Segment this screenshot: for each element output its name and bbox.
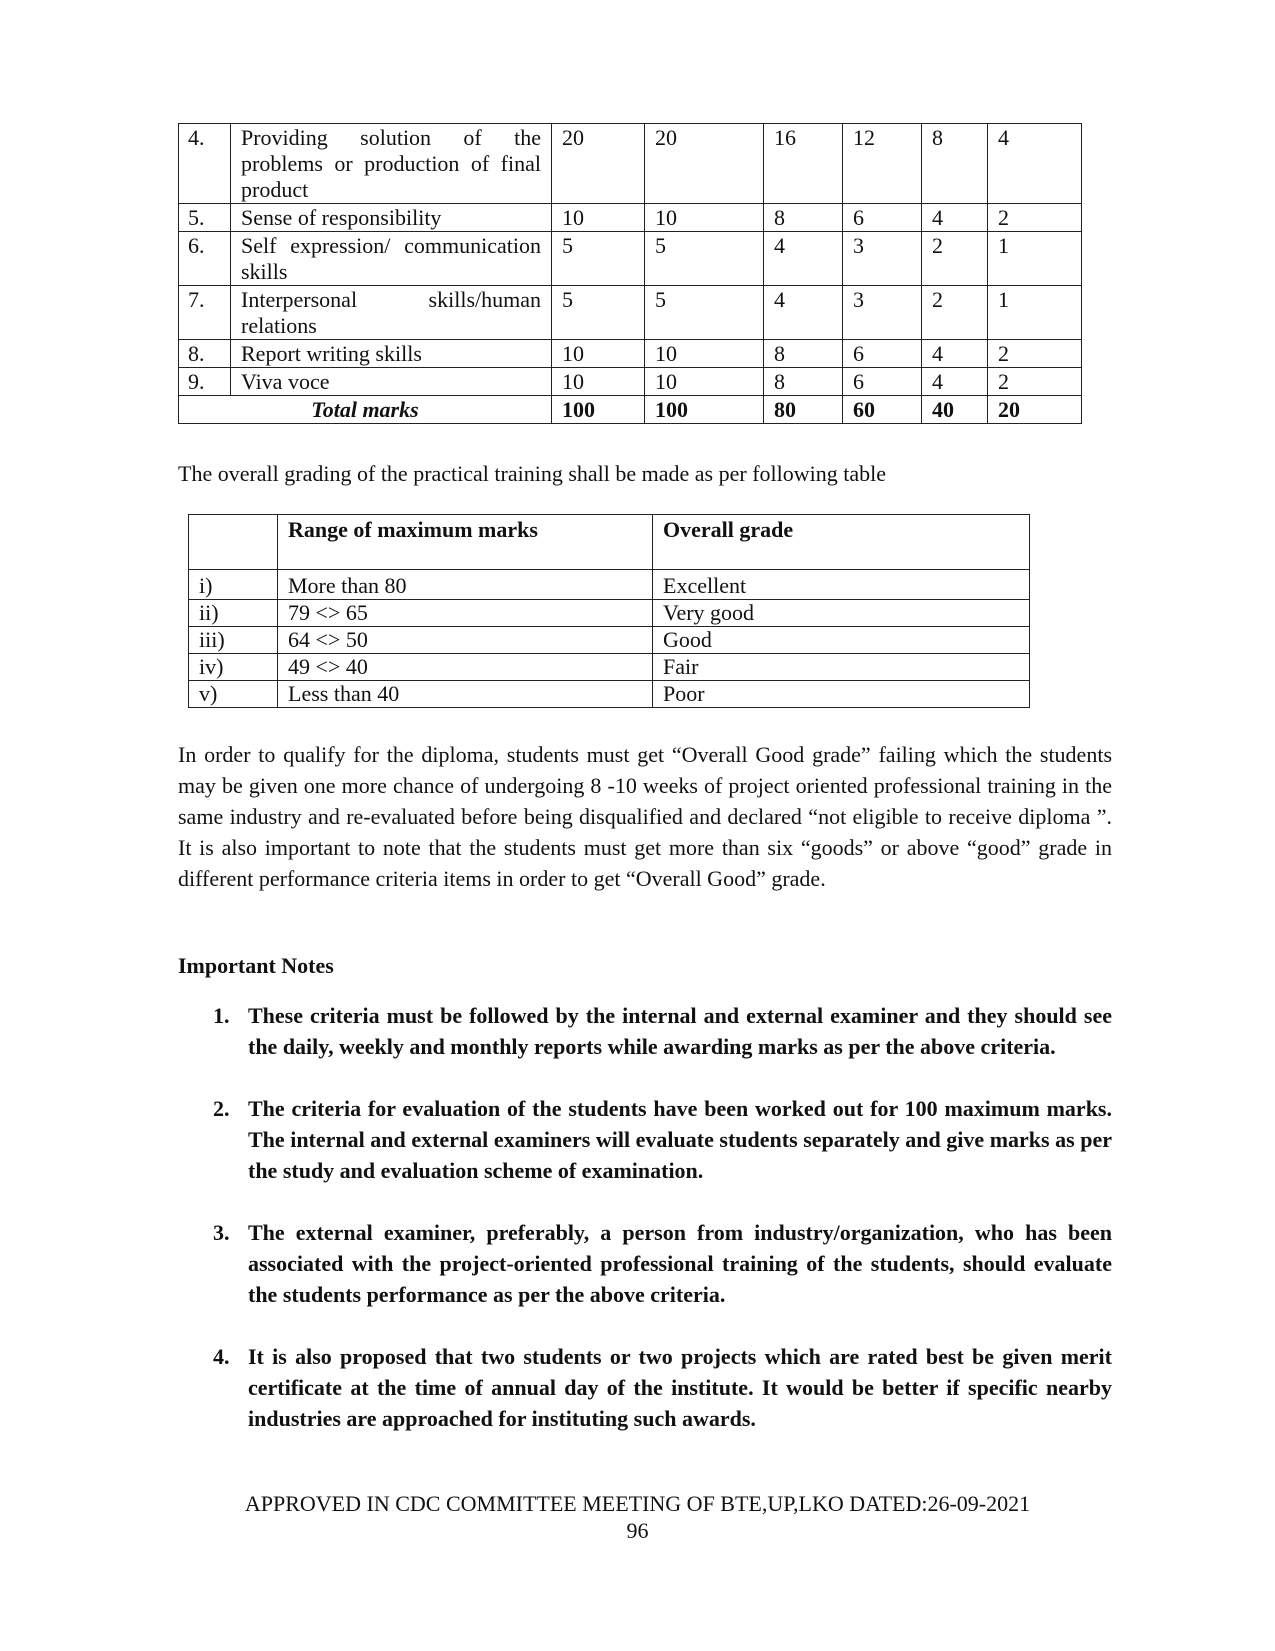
grade-range: Less than 40 <box>278 681 653 708</box>
table-row <box>179 232 1082 286</box>
list-item <box>178 1217 1112 1310</box>
qualification-paragraph: In order to qualify for the diploma, students must get “Overall Good grade” failing which the students may be given one more chance of undergoing 8 -10 weeks of project oriented professional training in the same industry and re-evaluated before being disqualified and declared “not eligible to receive diploma ”. It is also important to note that the students must get more than six “goods” or above “good” grade in different performance criteria items in order to get “Overall Good” grade. <box>178 742 1112 891</box>
grade-range: More than 80 <box>278 570 653 600</box>
grade-label: Good <box>653 627 1030 654</box>
total-row <box>179 396 1082 424</box>
marks-cell: 10 <box>645 340 764 368</box>
footer-approval-line: APPROVED IN CDC COMMITTEE MEETING OF BTE,UP,LKO DATED:26-09-2021 <box>244 1491 1031 1516</box>
note-number: 3. <box>213 1220 230 1245</box>
marks-cell: 2 <box>988 340 1082 368</box>
grade-range: 49 <> 40 <box>278 654 653 681</box>
grade-index: iii) <box>189 627 278 654</box>
note-number: 1. <box>213 1003 230 1028</box>
list-item <box>178 1000 1112 1062</box>
grade-label: Fair <box>653 654 1030 681</box>
marks-cell: 10 <box>552 340 645 368</box>
marks-cell: 4 <box>922 340 988 368</box>
table-row <box>189 627 1030 654</box>
marks-cell: 8 <box>764 340 843 368</box>
marks-cell: 4 <box>764 232 843 286</box>
marks-cell: 2 <box>988 368 1082 396</box>
marks-cell: 10 <box>552 368 645 396</box>
marks-cell: 6 <box>843 340 922 368</box>
grade-index: i) <box>189 570 278 600</box>
criterion-label: Interpersonal skills/human relations <box>231 286 552 340</box>
marks-cell: 3 <box>843 286 922 340</box>
table-row <box>189 600 1030 627</box>
grade-range: 64 <> 50 <box>278 627 653 654</box>
marks-cell: 2 <box>922 232 988 286</box>
criterion-label: Providing solution of the problems or production of final product <box>231 124 552 204</box>
marks-cell: 6 <box>843 368 922 396</box>
grade-label: Very good <box>653 600 1030 627</box>
marks-cell: 5 <box>552 232 645 286</box>
total-cell: 80 <box>764 396 843 424</box>
total-label: Total marks <box>179 396 552 424</box>
marks-cell: 8 <box>764 204 843 232</box>
serial-number: 4. <box>179 124 231 204</box>
marks-cell: 3 <box>843 232 922 286</box>
criterion-label: Viva voce <box>231 368 552 396</box>
table-row <box>179 204 1082 232</box>
page-number: 96 <box>626 1518 649 1543</box>
marks-cell: 4 <box>764 286 843 340</box>
total-cell: 100 <box>552 396 645 424</box>
total-cell: 60 <box>843 396 922 424</box>
table-header-row <box>189 515 1030 570</box>
table-row <box>189 570 1030 600</box>
marks-cell: 1 <box>988 286 1082 340</box>
marks-cell: 16 <box>764 124 843 204</box>
note-text: These criteria must be followed by the internal and external examiner and they should see the daily, weekly and monthly reports while awarding marks as per the above criteria. <box>248 1003 1112 1059</box>
list-item <box>178 1341 1112 1434</box>
notes-heading: Important Notes <box>178 953 334 978</box>
marks-criteria-table <box>178 123 1082 424</box>
note-number: 4. <box>213 1344 230 1369</box>
table-row <box>179 286 1082 340</box>
total-cell: 40 <box>922 396 988 424</box>
note-number: 2. <box>213 1096 230 1121</box>
grade-label: Excellent <box>653 570 1030 600</box>
notes-list <box>178 1000 1112 1465</box>
note-text: The criteria for evaluation of the students have been worked out for 100 maximum marks. The internal and external examiners will evaluate students separately and give marks as per the study and evaluation scheme of examination. <box>248 1096 1112 1183</box>
marks-cell: 2 <box>922 286 988 340</box>
marks-cell: 6 <box>843 204 922 232</box>
marks-cell: 5 <box>552 286 645 340</box>
header-cell: Overall grade <box>653 515 1030 570</box>
serial-number: 7. <box>179 286 231 340</box>
table-row <box>179 124 1082 204</box>
grade-index: iv) <box>189 654 278 681</box>
header-cell <box>189 515 278 570</box>
marks-cell: 10 <box>645 368 764 396</box>
marks-cell: 5 <box>645 286 764 340</box>
marks-cell: 4 <box>922 204 988 232</box>
note-text: It is also proposed that two students or two projects which are rated best be given merit certificate at the time of annual day of the institute. It would be better if specific nearby industries are approached for instituting such awards. <box>248 1344 1112 1431</box>
marks-cell: 5 <box>645 232 764 286</box>
marks-cell: 20 <box>552 124 645 204</box>
marks-cell: 2 <box>988 204 1082 232</box>
marks-cell: 12 <box>843 124 922 204</box>
total-cell: 100 <box>645 396 764 424</box>
marks-cell: 8 <box>764 368 843 396</box>
header-cell: Range of maximum marks <box>278 515 653 570</box>
grade-index: v) <box>189 681 278 708</box>
criterion-label: Report writing skills <box>231 340 552 368</box>
marks-cell: 4 <box>988 124 1082 204</box>
serial-number: 6. <box>179 232 231 286</box>
total-cell: 20 <box>988 396 1082 424</box>
grading-table <box>188 514 1030 708</box>
criterion-label: Sense of responsibility <box>231 204 552 232</box>
intro-paragraph: The overall grading of the practical training shall be made as per following table <box>178 461 887 486</box>
marks-cell: 20 <box>645 124 764 204</box>
marks-cell: 10 <box>645 204 764 232</box>
marks-cell: 1 <box>988 232 1082 286</box>
serial-number: 5. <box>179 204 231 232</box>
grade-label: Poor <box>653 681 1030 708</box>
criterion-label: Self expression/ communication skills <box>231 232 552 286</box>
table-row <box>179 340 1082 368</box>
note-text: The external examiner, preferably, a person from industry/organization, who has been associated with the project-oriented professional training of the students, should evaluate the students performance as per the above criteria. <box>248 1220 1112 1307</box>
marks-cell: 8 <box>922 124 988 204</box>
table-row <box>189 654 1030 681</box>
grade-range: 79 <> 65 <box>278 600 653 627</box>
table-row <box>189 681 1030 708</box>
marks-cell: 10 <box>552 204 645 232</box>
table-row <box>179 368 1082 396</box>
list-item <box>178 1093 1112 1186</box>
grade-index: ii) <box>189 600 278 627</box>
serial-number: 9. <box>179 368 231 396</box>
marks-cell: 4 <box>922 368 988 396</box>
serial-number: 8. <box>179 340 231 368</box>
